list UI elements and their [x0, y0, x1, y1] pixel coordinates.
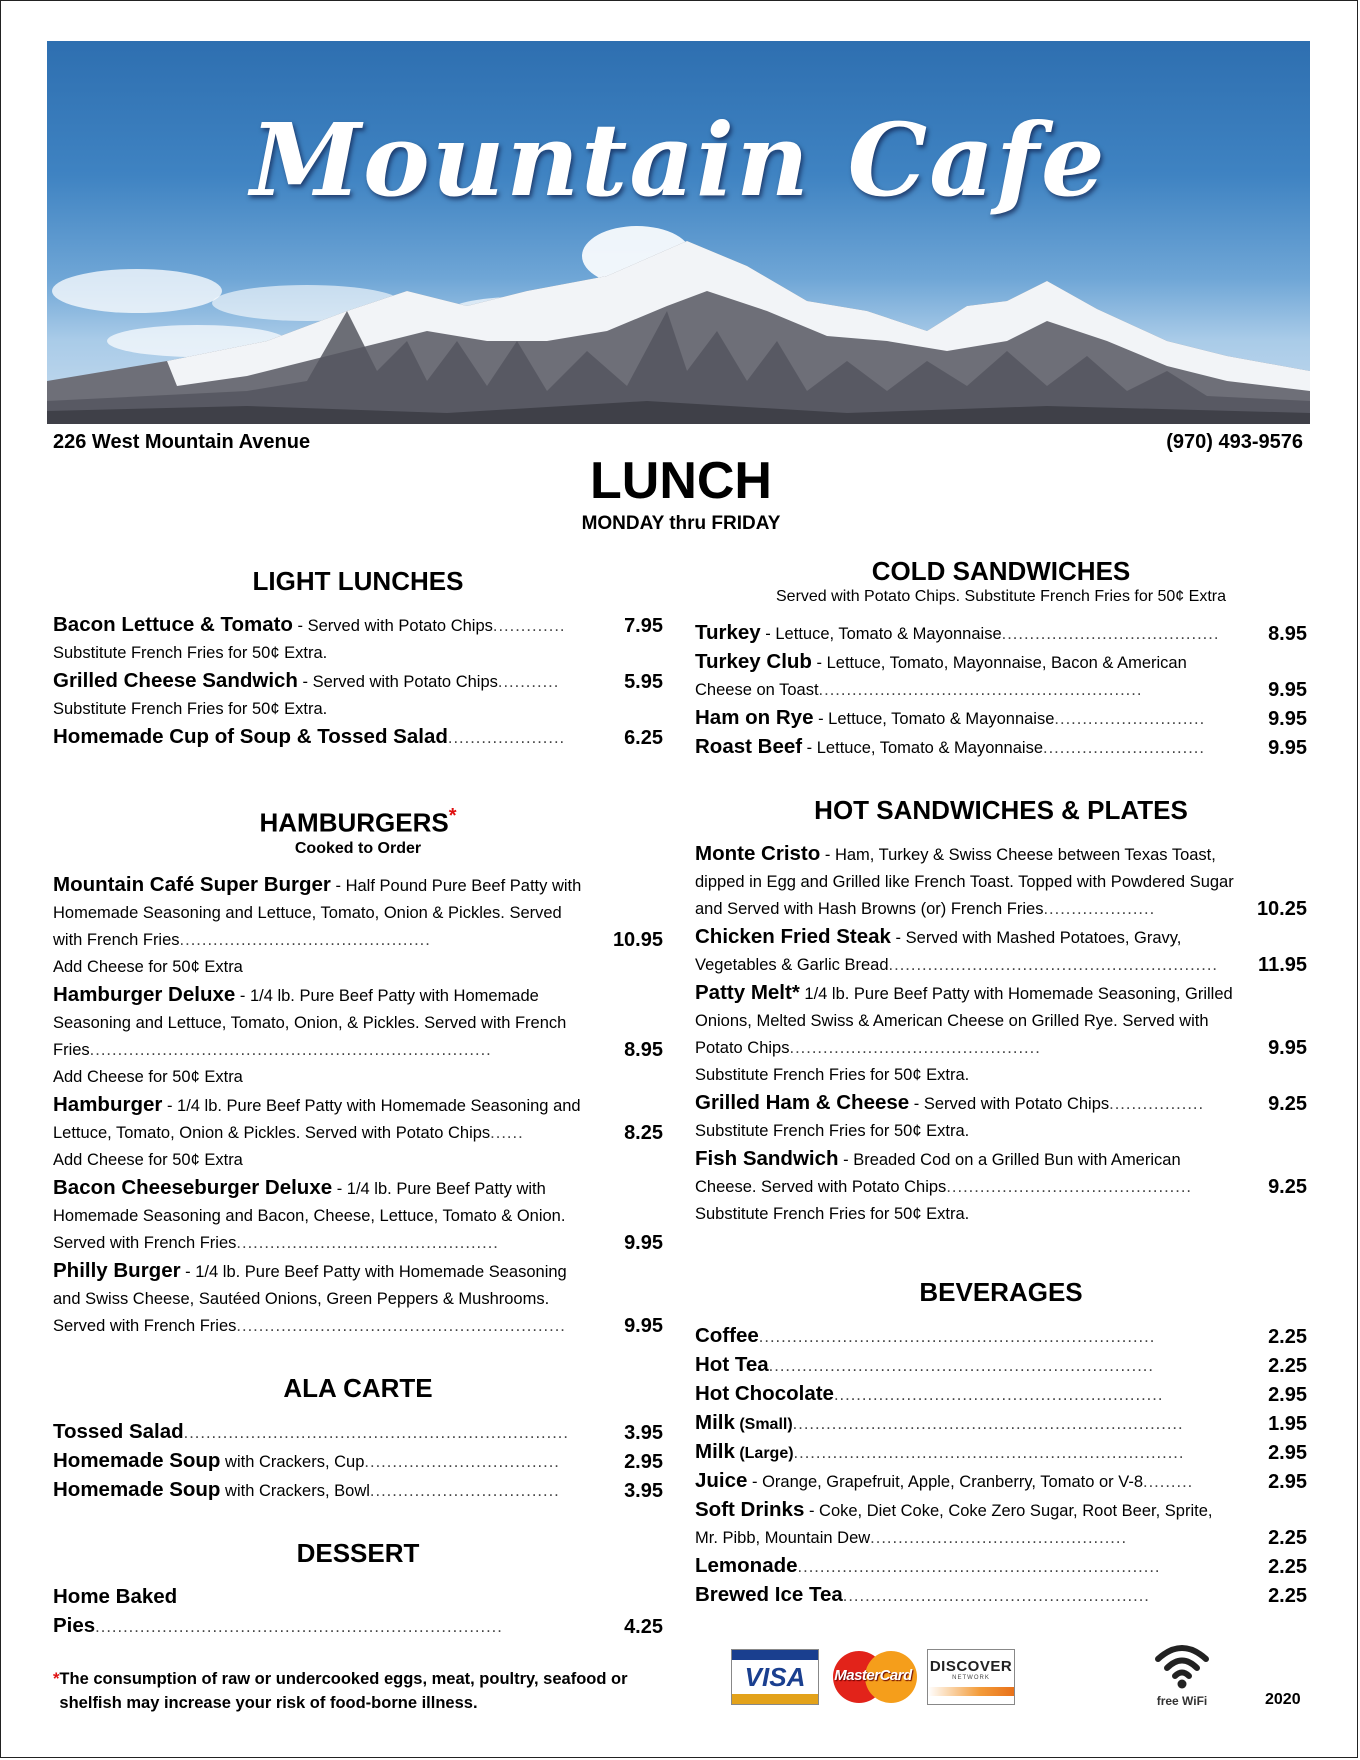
- wifi-icon: [1154, 1641, 1210, 1691]
- menu-year: 2020: [1265, 1691, 1301, 1708]
- item-price: 2.25: [1268, 1585, 1307, 1607]
- wifi-badge: [1147, 1641, 1217, 1708]
- menu-item: Monte Cristo - Ham, Turkey & Swiss Cheese between Texas Toast, dipped in Egg and Grilled like French Toast. Topped with Powdered Sugar and Served with Hash Browns (or) French Fries.................... 10.25: [695, 840, 1307, 923]
- item-price: 2.95: [1268, 1384, 1307, 1406]
- menu-item: Brewed Ice Tea....................................................... 2.25: [695, 1581, 1307, 1610]
- item-name: Turkey Club: [695, 650, 812, 673]
- item-price: 9.95: [1268, 737, 1307, 759]
- item-name: Mountain Café Super Burger: [53, 872, 331, 896]
- section-title-ala-carte: ALA CARTE: [283, 1372, 433, 1403]
- item-name: Tossed Salad: [53, 1419, 184, 1443]
- phone-number: (970) 493-9576: [1166, 431, 1303, 453]
- page-title: LUNCH: [590, 452, 772, 510]
- item-desc: - Breaded Cod on a Grilled Bun with American Cheese. Served with Potato Chips: [695, 1151, 1181, 1196]
- item-desc: - Served with Potato Chips: [297, 673, 498, 691]
- menu-item: Lemonade................................................................. 2.25: [695, 1552, 1307, 1581]
- asterisk-marker: *: [53, 1670, 60, 1688]
- menu-item: Bacon Cheeseburger Deluxe - 1/4 lb. Pure Beef Patty with Homemade Seasoning and Bacon, Cheese, Lettuce, Tomato & Onion. Served with French Fries............................................... 9.95: [53, 1174, 663, 1257]
- item-desc: - Served with Mashed Potatoes, Gravy, Vegetables & Garlic Bread: [695, 929, 1182, 974]
- item-name: Hamburger: [53, 1092, 163, 1116]
- menu-item: Patty Melt* 1/4 lb. Pure Beef Patty with Homemade Seasoning, Grilled Onions, Melted Swiss & American Cheese on Grilled Rye. Served with Potato Chips............................................. 9.95: [695, 979, 1307, 1062]
- section-title-cold-sandwiches: COLD SANDWICHES: [871, 556, 1131, 586]
- discover-text: DISCOVER: [929, 1658, 1013, 1675]
- item-price: 8.95: [624, 1038, 663, 1061]
- item-desc: - 1/4 lb. Pure Beef Patty with Homemade Seasoning and Lettuce, Tomato, Onion & Pickles. Served with Potato Chips: [53, 1096, 581, 1142]
- item-name: Grilled Ham & Cheese: [695, 1091, 910, 1114]
- menu-item: Fish Sandwich - Breaded Cod on a Grilled Bun with American Cheese. Served with Potato Chips............................................ 9.25: [695, 1145, 1307, 1201]
- item-name: Hot Chocolate: [695, 1382, 834, 1405]
- item-note: Substitute French Fries for 50¢ Extra.: [53, 644, 328, 662]
- hamburgers-title: HAMBURGERS: [259, 807, 449, 838]
- menu-item: Grilled Ham & Cheese - Served with Potato Chips................. 9.25: [695, 1089, 1307, 1118]
- item-note: Add Cheese for 50¢ Extra: [53, 1067, 243, 1086]
- item-desc: - Served with Potato Chips: [292, 617, 493, 635]
- item-price: 9.95: [1268, 679, 1307, 701]
- item-price: 1.95: [1268, 1413, 1307, 1435]
- menu-item: Tossed Salad..................................................................... 3.95: [53, 1418, 663, 1447]
- item-name: Coffee: [695, 1324, 759, 1347]
- section-title-light-lunches: LIGHT LUNCHES: [252, 566, 464, 596]
- menu-item: Hot Chocolate........................................................... 2.95: [695, 1380, 1307, 1409]
- item-name: Bacon Cheeseburger Deluxe: [53, 1175, 333, 1199]
- mountain-banner: [47, 41, 1310, 424]
- menu-item: Turkey - Lettuce, Tomato & Mayonnaise....................................... 8.95: [695, 619, 1307, 648]
- item-name: Hamburger Deluxe: [53, 982, 236, 1006]
- item-note: Add Cheese for 50¢ Extra: [53, 957, 243, 976]
- item-name: Roast Beef: [695, 735, 803, 758]
- menu-item: Hamburger - 1/4 lb. Pure Beef Patty with Homemade Seasoning and Lettuce, Tomato, Onion & Pickles. Served with Potato Chips...... 8.25: [53, 1091, 663, 1147]
- item-name: Homemade Soup: [53, 1448, 221, 1472]
- menu-item: Coffee....................................................................... 2.25: [695, 1322, 1307, 1351]
- item-price: 2.25: [1268, 1355, 1307, 1377]
- address: 226 West Mountain Avenue: [53, 431, 311, 453]
- item-price: 9.95: [624, 1231, 663, 1254]
- item-note: Substitute French Fries for 50¢ Extra.: [695, 1205, 970, 1223]
- item-price: 2.25: [1268, 1556, 1307, 1578]
- cafe-title: Mountain Cafe: [250, 101, 1107, 219]
- discover-logo: [927, 1649, 1015, 1705]
- item-desc: 1/4 lb. Pure Beef Patty with Homemade Seasoning, Grilled Onions, Melted Swiss & American Cheese on Grilled Rye. Served with Potato Chips: [695, 985, 1233, 1057]
- menu-item: Homemade Soup with Crackers, Bowl.................................. 3.95: [53, 1476, 663, 1505]
- item-desc: with Crackers, Bowl: [220, 1481, 370, 1500]
- item-price: 10.25: [1256, 898, 1307, 920]
- menu-item: Hot Tea..................................................................... 2.25: [695, 1351, 1307, 1380]
- item-name: Home Baked Pies: [53, 1584, 178, 1637]
- item-desc: - Coke, Diet Coke, Coke Zero Sugar, Root Beer, Sprite, Mr. Pibb, Mountain Dew: [695, 1502, 1213, 1547]
- item-price: 3.95: [624, 1479, 663, 1502]
- item-name: Lemonade: [695, 1554, 798, 1577]
- left-column: [53, 561, 663, 1641]
- item-desc: - Served with Potato Chips: [909, 1095, 1110, 1113]
- item-price: 2.95: [1268, 1471, 1307, 1493]
- wifi-label: free WiFi: [1156, 1694, 1208, 1708]
- menu-item: Milk (Large)...................................................................... 2.95: [695, 1438, 1307, 1467]
- item-desc: with Crackers, Cup: [220, 1452, 365, 1471]
- item-price: 2.25: [1268, 1527, 1307, 1549]
- item-name: Turkey: [695, 621, 761, 644]
- item-name: Ham on Rye: [695, 706, 814, 729]
- item-name: Brewed Ice Tea: [695, 1583, 843, 1606]
- item-price: 4.25: [624, 1615, 663, 1638]
- item-price: 9.25: [1268, 1176, 1307, 1198]
- section-title-dessert: DESSERT: [296, 1537, 420, 1568]
- section-title-beverages: BEVERAGES: [919, 1277, 1083, 1307]
- item-note: Substitute French Fries for 50¢ Extra.: [695, 1122, 970, 1140]
- mastercard-text: MasterCard: [834, 1667, 912, 1684]
- menu-item: Hamburger Deluxe - 1/4 lb. Pure Beef Patty with Homemade Seasoning and Lettuce, Tomato, Onion, & Pickles. Served with French Fries........................................................................ 8.95: [53, 981, 663, 1064]
- item-price: 9.95: [624, 1314, 663, 1337]
- menu-item: Chicken Fried Steak - Served with Mashed Potatoes, Gravy, Vegetables & Garlic Bread........................................................... 11.95: [695, 923, 1307, 979]
- menu-item: Soft Drinks - Coke, Diet Coke, Coke Zero Sugar, Root Beer, Sprite, Mr. Pibb, Mountain Dew.............................................. 2.25: [695, 1496, 1307, 1552]
- mountain-illustration: [47, 41, 1310, 424]
- item-desc: - Orange, Grapefruit, Apple, Cranberry, Tomato or V-8: [747, 1473, 1143, 1491]
- item-desc: - Ham, Turkey & Swiss Cheese between Texas Toast, dipped in Egg and Grilled like French Toast. Topped with Powdered Sugar and Served with Hash Browns (or) French Fries: [695, 846, 1234, 918]
- menu-item: Grilled Cheese Sandwich - Served with Potato Chips........... 5.95: [53, 667, 663, 696]
- section-subtitle-cold-sandwiches: Served with Potato Chips. Substitute French Fries for 50¢ Extra: [776, 588, 1226, 605]
- item-price: 8.25: [624, 1121, 663, 1144]
- menu-item: Turkey Club - Lettuce, Tomato, Mayonnaise, Bacon & American Cheese on Toast.......................................................... 9.95: [695, 648, 1307, 704]
- item-name: Fish Sandwich: [695, 1147, 839, 1170]
- section-title-hot-sandwiches: HOT SANDWICHES & PLATES: [814, 795, 1188, 825]
- item-desc: - 1/4 lb. Pure Beef Patty with Homemade Seasoning and Lettuce, Tomato, Onion, & Pickles. Served with French Fries: [53, 986, 567, 1059]
- section-title-hamburgers: [53, 796, 663, 843]
- food-safety-notice: [53, 1667, 659, 1715]
- visa-text: VISA: [744, 1662, 806, 1692]
- item-price: 9.25: [1268, 1093, 1307, 1115]
- item-name: Grilled Cheese Sandwich: [53, 669, 298, 692]
- item-desc: - Lettuce, Tomato & Mayonnaise: [802, 739, 1044, 757]
- item-name: Homemade Cup of Soup & Tossed Salad: [53, 725, 448, 748]
- item-size: (Large): [734, 1445, 794, 1462]
- mastercard-logo: [829, 1649, 917, 1705]
- item-price: 11.95: [1258, 954, 1307, 976]
- visa-logo: [731, 1649, 819, 1705]
- accepted-cards: [731, 1649, 1015, 1705]
- food-safety-text: The consumption of raw or undercooked eggs, meat, poultry, seafood or shelfish may increase your risk of food-borne illness.: [59, 1670, 628, 1712]
- menu-item: Bacon Lettuce & Tomato - Served with Potato Chips............. 7.95: [53, 611, 663, 640]
- item-price: 6.25: [624, 727, 663, 749]
- menu-item: Homemade Soup with Crackers, Cup................................... 2.95: [53, 1447, 663, 1476]
- item-name: Chicken Fried Steak: [695, 925, 891, 948]
- asterisk-marker: *: [448, 805, 457, 827]
- item-name: Soft Drinks: [695, 1498, 805, 1521]
- menu-item: Juice - Orange, Grapefruit, Apple, Cranberry, Tomato or V-8......... 2.95: [695, 1467, 1307, 1496]
- menu-item: Mountain Café Super Burger - Half Pound Pure Beef Patty with Homemade Seasoning and Lettuce, Tomato, Onion & Pickles. Served with French Fries............................................. 10.95: [53, 871, 663, 954]
- menu-item: Roast Beef - Lettuce, Tomato & Mayonnaise............................. 9.95: [695, 733, 1307, 762]
- item-name: Patty Melt*: [695, 981, 800, 1004]
- item-desc: - Half Pound Pure Beef Patty with Homemade Seasoning and Lettuce, Tomato, Onion & Pickles. Served with French Fries: [53, 876, 582, 949]
- item-size: (Small): [734, 1416, 793, 1433]
- item-desc: - Lettuce, Tomato, Mayonnaise, Bacon & American Cheese on Toast: [695, 654, 1187, 699]
- menu-item: Homemade Cup of Soup & Tossed Salad..................... 6.25: [53, 723, 663, 752]
- item-note: Substitute French Fries for 50¢ Extra.: [695, 1066, 970, 1084]
- item-price: 10.95: [612, 928, 663, 951]
- section-subtitle-hamburgers: Cooked to Order: [294, 839, 422, 857]
- item-note: Substitute French Fries for 50¢ Extra.: [53, 700, 328, 718]
- item-price: 8.95: [1268, 623, 1307, 645]
- discover-subtext: NETWORK: [952, 1675, 990, 1681]
- item-desc: - 1/4 lb. Pure Beef Patty with Homemade Seasoning and Bacon, Cheese, Lettuce, Tomato & Onion. Served with French Fries: [53, 1179, 566, 1252]
- item-desc: - Lettuce, Tomato & Mayonnaise: [760, 625, 1002, 643]
- right-column: [695, 551, 1307, 1610]
- item-price: 9.95: [1268, 1037, 1307, 1059]
- menu-item: Philly Burger - 1/4 lb. Pure Beef Patty with Homemade Seasoning and Swiss Cheese, Sautéed Onions, Green Peppers & Mushrooms. Served with French Fries........................................................... 9.95: [53, 1257, 663, 1340]
- item-name: Hot Tea: [695, 1353, 769, 1376]
- item-note: Add Cheese for 50¢ Extra: [53, 1150, 243, 1169]
- item-name: Milk: [695, 1440, 735, 1463]
- item-price: 5.95: [624, 671, 663, 693]
- menu-item: Ham on Rye - Lettuce, Tomato & Mayonnaise........................... 9.95: [695, 704, 1307, 733]
- item-price: 2.95: [624, 1450, 663, 1473]
- item-name: Homemade Soup: [53, 1477, 221, 1501]
- menu-item: Milk (Small)...................................................................... 1.95: [695, 1409, 1307, 1438]
- serving-days: MONDAY thru FRIDAY: [581, 513, 781, 534]
- menu-item: Home Baked Pies......................................................................... 4.25: [53, 1583, 663, 1641]
- item-name: Juice: [695, 1469, 748, 1492]
- item-price: 2.95: [1268, 1442, 1307, 1464]
- item-price: 3.95: [624, 1421, 663, 1444]
- item-price: 7.95: [624, 615, 663, 637]
- item-price: 2.25: [1268, 1326, 1307, 1348]
- item-desc: - 1/4 lb. Pure Beef Patty with Homemade Seasoning and Swiss Cheese, Sautéed Onions, Green Peppers & Mushrooms. Served with French Fries: [53, 1262, 567, 1335]
- item-name: Milk: [695, 1411, 735, 1434]
- item-name: Philly Burger: [53, 1258, 181, 1282]
- item-name: Bacon Lettuce & Tomato: [53, 613, 293, 636]
- item-name: Monte Cristo: [695, 842, 821, 865]
- item-desc: - Lettuce, Tomato & Mayonnaise: [813, 710, 1055, 728]
- item-price: 9.95: [1268, 708, 1307, 730]
